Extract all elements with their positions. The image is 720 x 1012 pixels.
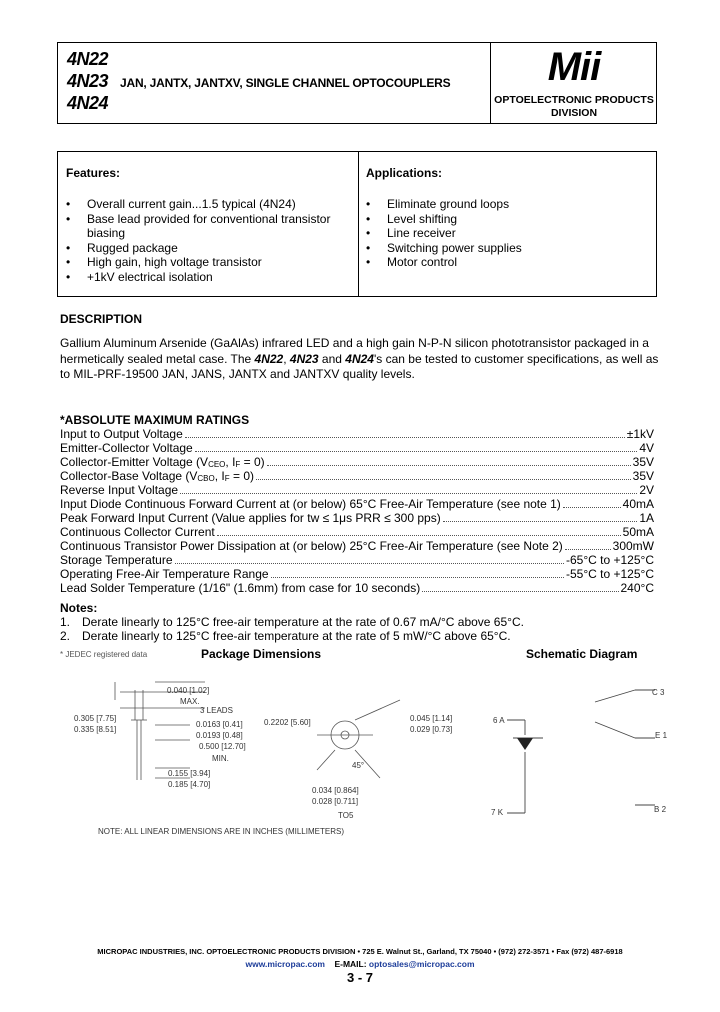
dimension-label: 0.040 [1.02] — [167, 686, 210, 695]
page-number: 3 - 7 — [346, 970, 373, 985]
document-title: JAN, JANTX, JANTXV, SINGLE CHANNEL OPTOCOUPLERS — [120, 76, 451, 90]
rating-row: Continuous Collector Current 50mA — [60, 525, 654, 539]
list-item: • Motor control — [366, 255, 646, 270]
schematic-label: B 2 — [654, 805, 667, 814]
company-logo: Mii — [547, 45, 601, 89]
header-box — [57, 42, 657, 124]
list-item: • Eliminate ground loops — [366, 197, 646, 212]
dimension-label: 0.335 [8.51] — [74, 725, 117, 734]
list-item: • Base lead provided for conventional transistor biasing — [66, 212, 336, 241]
footer-address: MICROPAC INDUSTRIES, INC. OPTOELECTRONIC PRODUCTS DIVISION • 725 E. Walnut St., Garland, TX 75040 • (972) 272-3571 • Fax (972) 487-6918 — [97, 947, 623, 956]
schematic-drawing — [485, 680, 675, 820]
rating-row: Collector-Emitter Voltage ($V_{CEO}$, $I_F = 0$) 35V — [60, 455, 654, 469]
package-dimensions-heading: Package Dimensions — [201, 647, 322, 661]
dimension-label: MAX. — [180, 697, 200, 706]
rating-row: Peak Forward Input Current (Value applies for tw ≤ 1μs PRR ≤ 300 pps) 1A — [60, 511, 654, 525]
schematic-label: E 1 — [655, 731, 668, 740]
part-number: 4N24 — [67, 93, 109, 113]
features-list — [66, 197, 336, 284]
note-item: 1. Derate linearly to 125°C free-air temperature at the rate of 0.67 mA/°C above 65°C. — [60, 615, 524, 629]
description-text: Gallium Aluminum Arsenide (GaAlAs) infrared LED and a high gain N-P-N silicon phototransistor packaged in a hermetically sealed metal case. The 4N22, 4N23 and 4N24's can be tested to customer specifications, as well as to MIL-PRF-19500 JAN, JANS, JANTX and JANTXV quality levels. — [60, 336, 659, 381]
rating-row: Lead Solder Temperature (1/16" (1.6mm) from case for 10 seconds) 240°C — [60, 581, 654, 595]
dimension-label: 0.500 [12.70] — [199, 742, 246, 751]
part-number: 4N23 — [67, 71, 109, 91]
notes-heading: Notes: — [60, 601, 98, 615]
schematic-label: 7 K — [491, 808, 504, 817]
footer-contact: www.micropac.com E-MAIL: optosales@micropac.com — [245, 959, 475, 969]
division-name: OPTOELECTRONIC PRODUCTS — [494, 94, 654, 106]
dimension-label: 0.2202 [5.60] — [264, 718, 311, 727]
features-heading: Features: — [66, 166, 121, 180]
dimension-label: 0.185 [4.70] — [168, 780, 211, 789]
dimension-label: 3 LEADS — [200, 706, 233, 715]
schematic-label: C 3 — [652, 688, 665, 697]
ratings-heading: *ABSOLUTE MAXIMUM RATINGS — [60, 413, 250, 427]
dimension-label: MIN. — [212, 754, 229, 763]
rating-row: Input to Output Voltage ±1kV — [60, 427, 654, 441]
ratings-table — [60, 427, 654, 595]
dimension-label: 0.034 [0.864] — [312, 786, 359, 795]
dimension-label: 0.0163 [0.41] — [196, 720, 243, 729]
dimension-label: 0.305 [7.75] — [74, 714, 117, 723]
dimension-label: 0.028 [0.711] — [312, 797, 359, 806]
website-link[interactable]: www.micropac.com — [245, 959, 325, 969]
dimension-label: 45° — [352, 761, 365, 770]
rating-row: Storage Temperature -65°C to +125°C — [60, 553, 654, 567]
division-name: DIVISION — [550, 107, 598, 119]
rating-row: Collector-Base Voltage ($V_{CBO}$, $I_F = 0$) 35V — [60, 469, 654, 483]
list-item: • Overall current gain...1.5 typical (4N24) — [66, 197, 336, 212]
part-number: 4N22 — [67, 49, 109, 69]
note-item: 2. Derate linearly to 125°C free-air temperature at the rate of 5 mW/°C above 65°C. — [60, 629, 511, 643]
rating-row: Input Diode Continuous Forward Current at (or below) 65°C Free-Air Temperature (see note 1) 40mA — [60, 497, 654, 511]
dimension-note: NOTE: ALL LINEAR DIMENSIONS ARE IN INCHES (MILLIMETERS) — [98, 827, 344, 836]
list-item: • Switching power supplies — [366, 241, 646, 256]
description-heading: DESCRIPTION — [60, 312, 143, 326]
applications-heading: Applications: — [366, 166, 443, 180]
rating-row: Reverse Input Voltage 2V — [60, 483, 654, 497]
applications-list — [366, 197, 646, 270]
box-divider — [358, 152, 359, 296]
dimension-label: TO5 — [338, 811, 354, 820]
list-item: • Level shifting — [366, 212, 646, 227]
dimension-label: 0.029 [0.73] — [410, 725, 453, 734]
list-item: • +1kV electrical isolation — [66, 270, 336, 285]
schematic-heading: Schematic Diagram — [526, 647, 638, 661]
jedec-footnote: * JEDEC registered data — [60, 650, 148, 659]
list-item: • High gain, high voltage transistor — [66, 255, 336, 270]
dimension-label: 0.0193 [0.48] — [196, 731, 243, 740]
dimension-label: 0.155 [3.94] — [168, 769, 211, 778]
rating-row: Operating Free-Air Temperature Range -55°C to +125°C — [60, 567, 654, 581]
rating-row: Emitter-Collector Voltage 4V — [60, 441, 654, 455]
features-applications-box — [57, 151, 657, 297]
schematic-label: 6 A — [493, 716, 505, 725]
list-item: • Rugged package — [66, 241, 336, 256]
email-link[interactable]: optosales@micropac.com — [368, 959, 475, 969]
package-drawing — [55, 660, 475, 840]
rating-row: Continuous Transistor Power Dissipation at (or below) 25°C Free-Air Temperature (see Note 2) 300mW — [60, 539, 654, 553]
dimension-label: 0.045 [1.14] — [410, 714, 453, 723]
list-item: • Line receiver — [366, 226, 646, 241]
